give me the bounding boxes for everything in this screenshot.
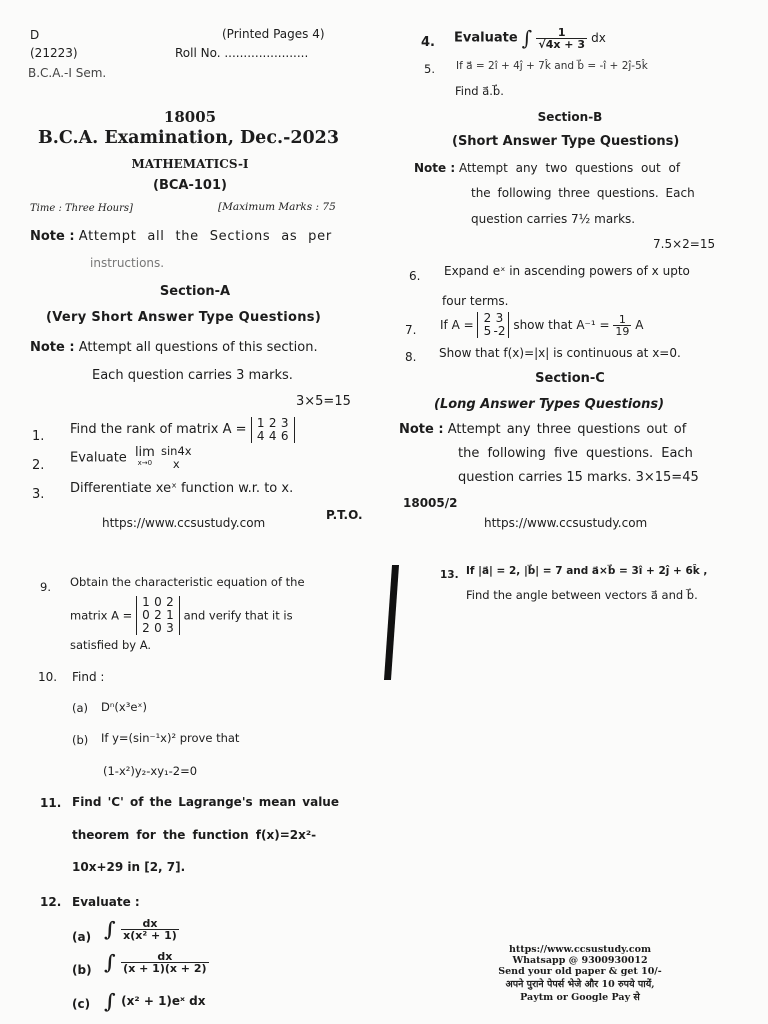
question-5: If a⃗ = 2î + 4ĵ + 7k̂ and b⃗ = -î + 2ĵ-5k̂	[456, 60, 648, 72]
question-12c	[104, 989, 206, 1013]
section-a-heading: Section-A	[159, 284, 231, 299]
integrand-fraction	[121, 918, 179, 941]
matrix-cell: 1	[142, 595, 150, 609]
question-text: Find the rank of matrix A =	[70, 422, 247, 437]
question-11-continued: theorem for the function f(x)=2x²-	[72, 828, 317, 842]
integral-symbol-icon: ∫	[521, 26, 533, 50]
question-8: Show that f(x)=|x| is continuous at x=0.	[439, 346, 681, 360]
matrix-cell: 2	[154, 608, 162, 622]
matrix-cell: 0	[154, 621, 162, 635]
stamp-url: https://www.ccsustudy.com	[508, 944, 652, 955]
matrix-cell: 2	[483, 311, 492, 325]
matrix-cell: 2	[268, 415, 277, 430]
section-a-note: Attempt all questions of this section.	[78, 340, 318, 355]
printed-pages: (Printed Pages 4)	[222, 27, 325, 41]
section-b-note-label: Note :	[414, 161, 456, 175]
note-text: Attempt all the Sections as per	[78, 229, 332, 244]
exam-duration: Time : Three Hours]	[30, 203, 133, 214]
section-a-marks: 3×5=15	[296, 394, 351, 409]
question-11: Find 'C' of the Lagrange's mean value	[72, 795, 339, 809]
stamp-offer-hindi: अपने पुराने पेपर्स भेजे और 10 रुपये पायें,	[505, 979, 655, 990]
inverse-matrix	[477, 312, 509, 338]
subquestion-label: (a)	[72, 701, 89, 715]
question-number: 7.	[405, 323, 417, 337]
question-number: 11.	[40, 796, 62, 810]
question-13: If |a⃗| = 2, |b⃗| = 7 and a⃗×b⃗ = 3î + 2ĵ + 6k̂ ,	[466, 565, 708, 577]
question-6: Expand eˣ in ascending powers of x upto	[444, 264, 690, 278]
characteristic-matrix	[136, 596, 180, 635]
fraction-numerator: dx	[121, 951, 208, 963]
matrix-cell: 0	[142, 608, 150, 622]
question-1	[70, 416, 295, 444]
fraction-denominator: √4x + 3	[538, 37, 585, 51]
question-9-matrix-line	[70, 592, 293, 639]
integral-symbol-icon: ∫	[104, 917, 116, 941]
matrix-cell: 4	[268, 428, 277, 443]
subquestion-label: (c)	[72, 997, 91, 1011]
section-b-subheading: (Short Answer Type Questions)	[452, 134, 680, 149]
fraction-denominator: (x + 1)(x + 2)	[123, 961, 207, 975]
question-12: Evaluate :	[72, 895, 140, 909]
limit-subscript: x→0	[137, 459, 153, 467]
stamp-payment: Paytm or Google Pay से	[520, 992, 640, 1003]
question-number: 10.	[38, 670, 58, 684]
subquestion-label: (a)	[72, 930, 92, 944]
matrix-cell: 3	[495, 311, 504, 325]
website-url: https://www.ccsustudy.com	[102, 516, 266, 530]
note-label: Note :	[30, 229, 75, 244]
promo-stamp	[470, 944, 690, 1003]
question-number: 5.	[424, 62, 435, 76]
section-c-subheading: (Long Answer Types Questions)	[434, 397, 665, 412]
section-b-note-continued: the following three questions. Each	[471, 186, 695, 200]
paper-code: 18005	[163, 108, 217, 126]
note-text-continued: instructions.	[90, 256, 165, 270]
question-10a: Dⁿ(x³eˣ)	[101, 700, 148, 714]
question-number: 1.	[32, 429, 45, 444]
question-4	[454, 26, 606, 50]
limit-operator: lim	[134, 445, 155, 460]
question-7	[440, 312, 643, 338]
question-10: Find :	[72, 670, 105, 684]
question-9: Obtain the characteristic equation of the	[70, 575, 305, 589]
matrix-cell: -2	[493, 324, 506, 338]
semester-label: B.C.A.-I Sem.	[28, 66, 107, 80]
question-text: show that A⁻¹ =	[513, 318, 610, 332]
question-text: If A =	[440, 318, 474, 332]
section-a-note-continued: Each question carries 3 marks.	[92, 368, 293, 383]
section-a-subheading: (Very Short Answer Type Questions)	[46, 310, 322, 325]
scan-divider-mark	[384, 565, 399, 680]
section-a-note-label: Note :	[30, 340, 75, 355]
matrix-row	[255, 417, 291, 430]
matrix-cell: 3	[166, 621, 174, 635]
question-10b-equation: (1-x²)y₂-xy₁-2=0	[103, 764, 198, 778]
fraction-numerator: dx	[121, 918, 179, 930]
section-c-note-continued: the following five questions. Each	[458, 446, 693, 461]
subquestion-label: (b)	[72, 733, 89, 747]
matrix-symbol: A	[635, 318, 644, 332]
question-number: 3.	[32, 487, 45, 502]
question-text: Evaluate	[454, 30, 518, 46]
limit-numerator: sin4x	[160, 444, 192, 458]
question-3: Differentiate xeˣ function w.r. to x.	[70, 481, 294, 496]
matrix-cell: 3	[280, 415, 289, 430]
exam-title: B.C.A. Examination, Dec.-2023	[38, 128, 340, 148]
section-c-note: Attempt any three questions out of	[447, 422, 687, 437]
subquestion-label: (b)	[72, 963, 92, 977]
integral-symbol-icon: ∫	[104, 950, 116, 974]
question-number: 4.	[421, 35, 435, 50]
course-code: (BCA-101)	[153, 178, 227, 193]
stamp-offer: Send your old paper & get 10/-	[498, 966, 662, 977]
matrix-cell: 1	[256, 415, 265, 430]
website-url: https://www.ccsustudy.com	[484, 516, 648, 530]
paper-serial: (21223)	[30, 46, 78, 60]
section-c-note-continued: question carries 15 marks. 3×15=45	[458, 470, 699, 485]
rank-matrix	[251, 417, 295, 443]
question-number: 6.	[409, 269, 421, 283]
section-c-heading: Section-C	[535, 371, 605, 386]
series-letter: D	[30, 28, 40, 42]
integral-symbol-icon: ∫	[104, 989, 116, 1013]
question-11-continued: 10x+29 in [2, 7].	[72, 860, 186, 874]
matrix-row	[140, 622, 176, 635]
question-9-continued: satisfied by A.	[70, 638, 152, 652]
matrix-cell: 5	[483, 324, 492, 338]
fraction-denominator: x(x² + 1)	[123, 928, 177, 942]
question-number: 13.	[440, 569, 459, 581]
section-b-heading: Section-B	[537, 110, 603, 124]
differential: dx	[591, 31, 606, 45]
matrix-row	[481, 325, 505, 338]
question-10b: If y=(sin⁻¹x)² prove that	[101, 731, 240, 745]
section-c-note-label: Note :	[399, 422, 444, 437]
question-5-continued: Find a⃗.b⃗.	[455, 84, 504, 98]
matrix-row	[255, 430, 291, 443]
stamp-whatsapp: Whatsapp @ 9300930012	[512, 955, 648, 966]
matrix-cell: 2	[142, 621, 150, 635]
section-b-note-continued: question carries 7½ marks.	[471, 212, 636, 226]
question-number: 2.	[32, 458, 45, 473]
matrix-cell: 6	[280, 428, 289, 443]
question-text: and verify that it is	[183, 608, 293, 623]
section-b-marks: 7.5×2=15	[653, 237, 716, 251]
question-2	[70, 445, 192, 471]
question-6-continued: four terms.	[442, 294, 509, 308]
matrix-cell: 4	[256, 428, 265, 443]
question-number: 8.	[405, 350, 417, 364]
question-text: Evaluate	[70, 450, 127, 466]
integrand: (x² + 1)eˣ dx	[121, 994, 206, 1008]
roll-number-field: Roll No. ......................	[175, 46, 309, 60]
question-12a	[104, 917, 179, 941]
matrix-cell: 2	[166, 595, 174, 609]
limit-denominator: x	[172, 457, 180, 471]
section-b-note: Attempt any two questions out of	[458, 161, 681, 175]
integrand-fraction	[536, 27, 587, 50]
question-13-continued: Find the angle between vectors a⃗ and b⃗.	[466, 588, 698, 602]
integrand-fraction	[121, 951, 208, 974]
fraction-numerator: 1	[536, 27, 587, 39]
maximum-marks: [Maximum Marks : 75	[218, 201, 336, 213]
matrix-cell: 1	[166, 608, 174, 622]
question-number: 12.	[40, 895, 62, 909]
question-number: 9.	[40, 580, 51, 594]
page-code: 18005/2	[403, 496, 458, 510]
subject-title: MATHEMATICS-I	[131, 157, 249, 171]
inverse-fraction	[613, 314, 631, 337]
question-12b	[104, 950, 209, 974]
pto-label: P.T.O.	[326, 508, 363, 522]
matrix-cell: 0	[154, 595, 162, 609]
fraction-denominator: 19	[615, 324, 630, 338]
fraction-numerator: 1	[613, 314, 631, 326]
question-text: matrix A =	[70, 608, 133, 623]
